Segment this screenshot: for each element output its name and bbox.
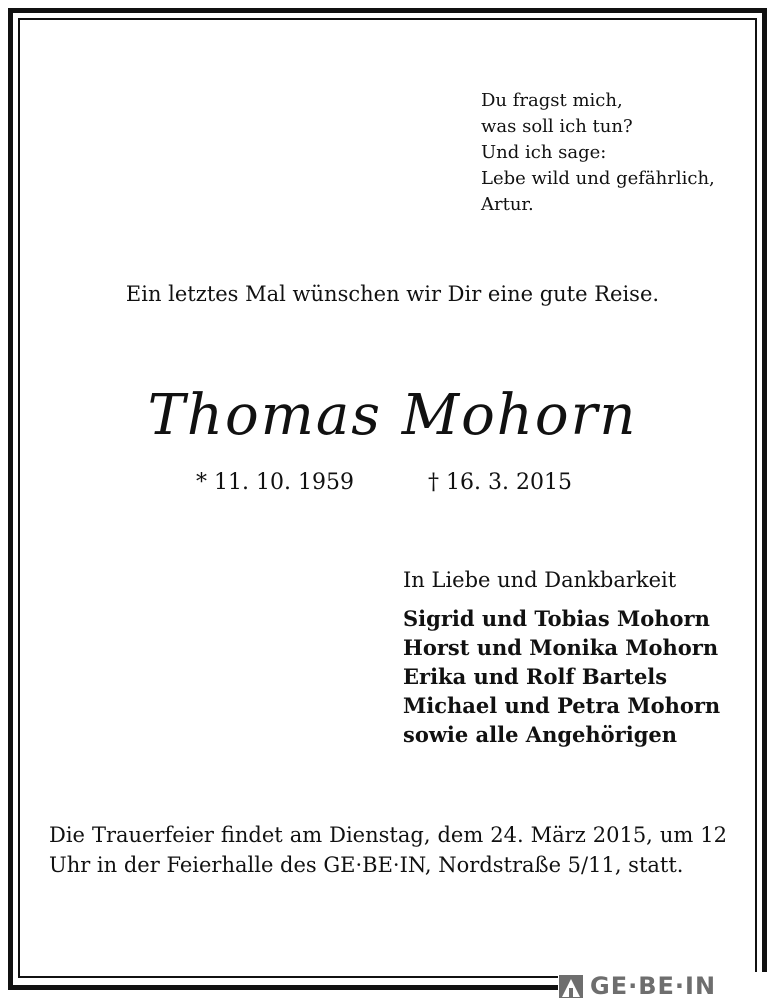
deceased-name: Thomas Mohorn (147, 383, 638, 448)
mourner-name: sowie alle Angehörigen (403, 722, 678, 747)
mourner-name: Horst und Monika Mohorn (403, 635, 719, 660)
building-logo-icon (558, 973, 584, 999)
gratitude-line: In Liebe und Dankbarkeit (403, 568, 677, 592)
birth-date: * 11. 10. 1959 (196, 470, 354, 495)
poem-line: Du fragst mich, (481, 90, 623, 111)
service-notice: Die Trauerfeier findet am Dienstag, dem 24. März 2015, um 12 Uhr in der Feierhalle des GE·BE·IN, Nordstraße 5/11, statt. (49, 823, 727, 877)
poem (481, 88, 761, 218)
poem-line: was soll ich tun? (481, 116, 633, 137)
mourners-list (403, 604, 720, 749)
poem-line: Artur. (481, 194, 534, 215)
death-date: † 16. 3. 2015 (428, 470, 572, 495)
mourner-name: Erika und Rolf Bartels (403, 664, 668, 689)
poem-line: Lebe wild und gefährlich, (481, 168, 715, 189)
mourner-name: Sigrid und Tobias Mohorn (403, 606, 710, 631)
logo-text: GE·BE·IN (590, 972, 717, 1000)
mourner-name: Michael und Petra Mohorn (403, 693, 721, 718)
gebein-logo (558, 972, 775, 1000)
poem-line: Und ich sage: (481, 142, 607, 163)
farewell-text: Ein letztes Mal wünschen wir Dir eine gute Reise. (125, 282, 660, 306)
